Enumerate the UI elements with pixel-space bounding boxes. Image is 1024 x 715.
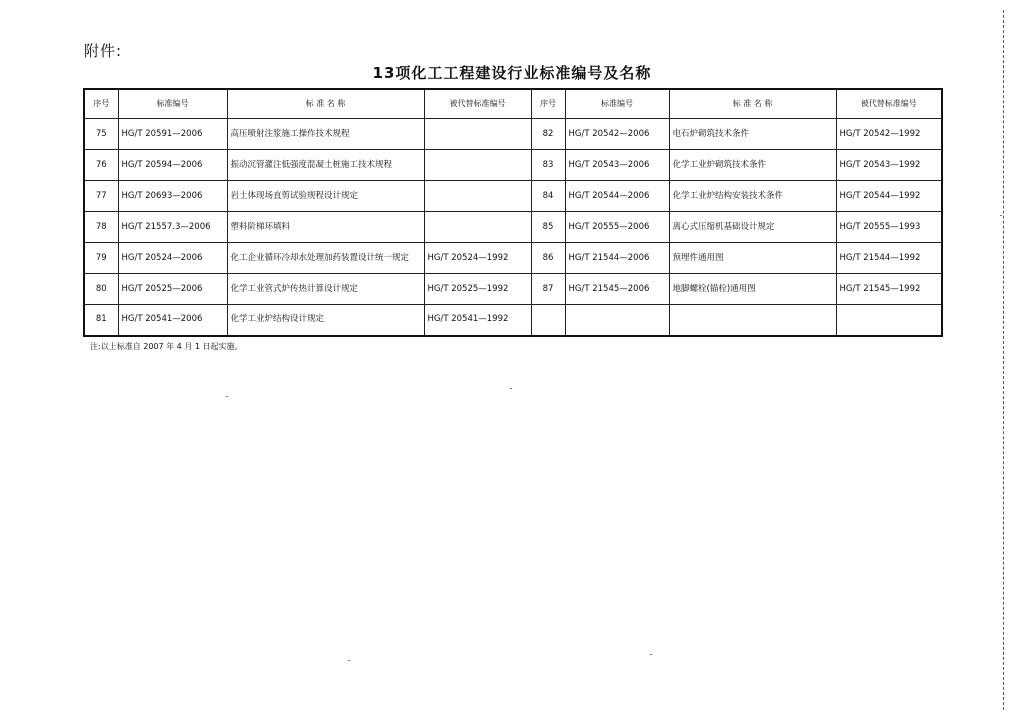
scan-speck — [650, 654, 652, 655]
seq-cell: 77 — [84, 181, 118, 212]
code-cell: HG/T 20693—2006 — [118, 181, 227, 212]
seq-cell: 79 — [84, 243, 118, 274]
replaced-cell: HG/T 20542—1992 — [836, 119, 942, 150]
name-cell: 离心式压缩机基础设计规定 — [669, 212, 836, 243]
replaced-cell — [424, 119, 531, 150]
seq-cell: 87 — [531, 274, 565, 305]
header-seq: 序号 — [84, 89, 118, 119]
seq-cell: 81 — [84, 305, 118, 336]
name-cell: 化工企业循环冷却水处理加药装置设计统一规定 — [227, 243, 424, 274]
seq-cell: 80 — [84, 274, 118, 305]
code-cell: HG/T 20525—2006 — [118, 274, 227, 305]
table-row — [84, 212, 942, 243]
code-cell: HG/T 20544—2006 — [565, 181, 669, 212]
code-cell: HG/T 21545—2006 — [565, 274, 669, 305]
code-cell: HG/T 20524—2006 — [118, 243, 227, 274]
name-cell: 预埋件通用图 — [669, 243, 836, 274]
code-cell — [565, 305, 669, 336]
seq-cell — [531, 305, 565, 336]
replaced-cell: HG/T 20544—1992 — [836, 181, 942, 212]
header-code: 标准编号 — [118, 89, 227, 119]
replaced-cell: HG/T 20525—1992 — [424, 274, 531, 305]
code-cell: HG/T 20594—2006 — [118, 150, 227, 181]
table-row — [84, 181, 942, 212]
replaced-cell: HG/T 21545—1992 — [836, 274, 942, 305]
document-title: 13项化工工程建设行业标准编号及名称 — [372, 64, 652, 82]
scan-speck — [510, 388, 512, 389]
scan-speck — [1000, 215, 1002, 216]
seq-cell: 78 — [84, 212, 118, 243]
seq-cell: 76 — [84, 150, 118, 181]
table-row — [84, 305, 942, 336]
code-cell: HG/T 20542—2006 — [565, 119, 669, 150]
header-code: 标准编号 — [565, 89, 669, 119]
code-cell: HG/T 21544—2006 — [565, 243, 669, 274]
code-cell: HG/T 20591—2006 — [118, 119, 227, 150]
name-cell: 电石炉砌筑技术条件 — [669, 119, 836, 150]
scan-speck — [348, 660, 350, 661]
name-cell: 岩土体现场直剪试验规程设计规定 — [227, 181, 424, 212]
standards-table — [83, 88, 943, 337]
table-row — [84, 150, 942, 181]
attachment-label: 附件: — [84, 42, 123, 60]
header-seq: 序号 — [531, 89, 565, 119]
replaced-cell: HG/T 21544—1992 — [836, 243, 942, 274]
replaced-cell: HG/T 20541—1992 — [424, 305, 531, 336]
name-cell: 化学工业炉结构设计规定 — [227, 305, 424, 336]
name-cell: 化学工业炉砌筑技术条件 — [669, 150, 836, 181]
replaced-cell — [836, 305, 942, 336]
replaced-cell — [424, 150, 531, 181]
table-header-row — [84, 89, 942, 119]
name-cell: 塑料阶梯环填料 — [227, 212, 424, 243]
code-cell: HG/T 20541—2006 — [118, 305, 227, 336]
replaced-cell: HG/T 20524—1992 — [424, 243, 531, 274]
scan-speck — [226, 396, 228, 397]
seq-cell: 83 — [531, 150, 565, 181]
table-row — [84, 274, 942, 305]
table-row — [84, 243, 942, 274]
replaced-cell — [424, 212, 531, 243]
name-cell — [669, 305, 836, 336]
table-row — [84, 119, 942, 150]
footnote: 注:以上标准自 2007 年 4 月 1 日起实施。 — [90, 342, 243, 351]
scan-edge-line — [1002, 10, 1004, 710]
seq-cell: 84 — [531, 181, 565, 212]
replaced-cell: HG/T 20543—1992 — [836, 150, 942, 181]
replaced-cell: HG/T 20555—1993 — [836, 212, 942, 243]
name-cell: 化学工业炉结构安装技术条件 — [669, 181, 836, 212]
header-name: 标 准 名 称 — [669, 89, 836, 119]
header-name: 标 准 名 称 — [227, 89, 424, 119]
seq-cell: 75 — [84, 119, 118, 150]
code-cell: HG/T 20543—2006 — [565, 150, 669, 181]
header-replaced: 被代替标准编号 — [424, 89, 531, 119]
code-cell: HG/T 20555—2006 — [565, 212, 669, 243]
seq-cell: 82 — [531, 119, 565, 150]
header-replaced: 被代替标准编号 — [836, 89, 942, 119]
name-cell: 化学工业管式炉传热计算设计规定 — [227, 274, 424, 305]
code-cell: HG/T 21557.3—2006 — [118, 212, 227, 243]
seq-cell: 85 — [531, 212, 565, 243]
name-cell: 地脚螺栓(锚栓)通用图 — [669, 274, 836, 305]
name-cell: 振动沉管灌注低强度混凝土桩施工技术规程 — [227, 150, 424, 181]
name-cell: 高压喷射注浆施工操作技术规程 — [227, 119, 424, 150]
seq-cell: 86 — [531, 243, 565, 274]
replaced-cell — [424, 181, 531, 212]
